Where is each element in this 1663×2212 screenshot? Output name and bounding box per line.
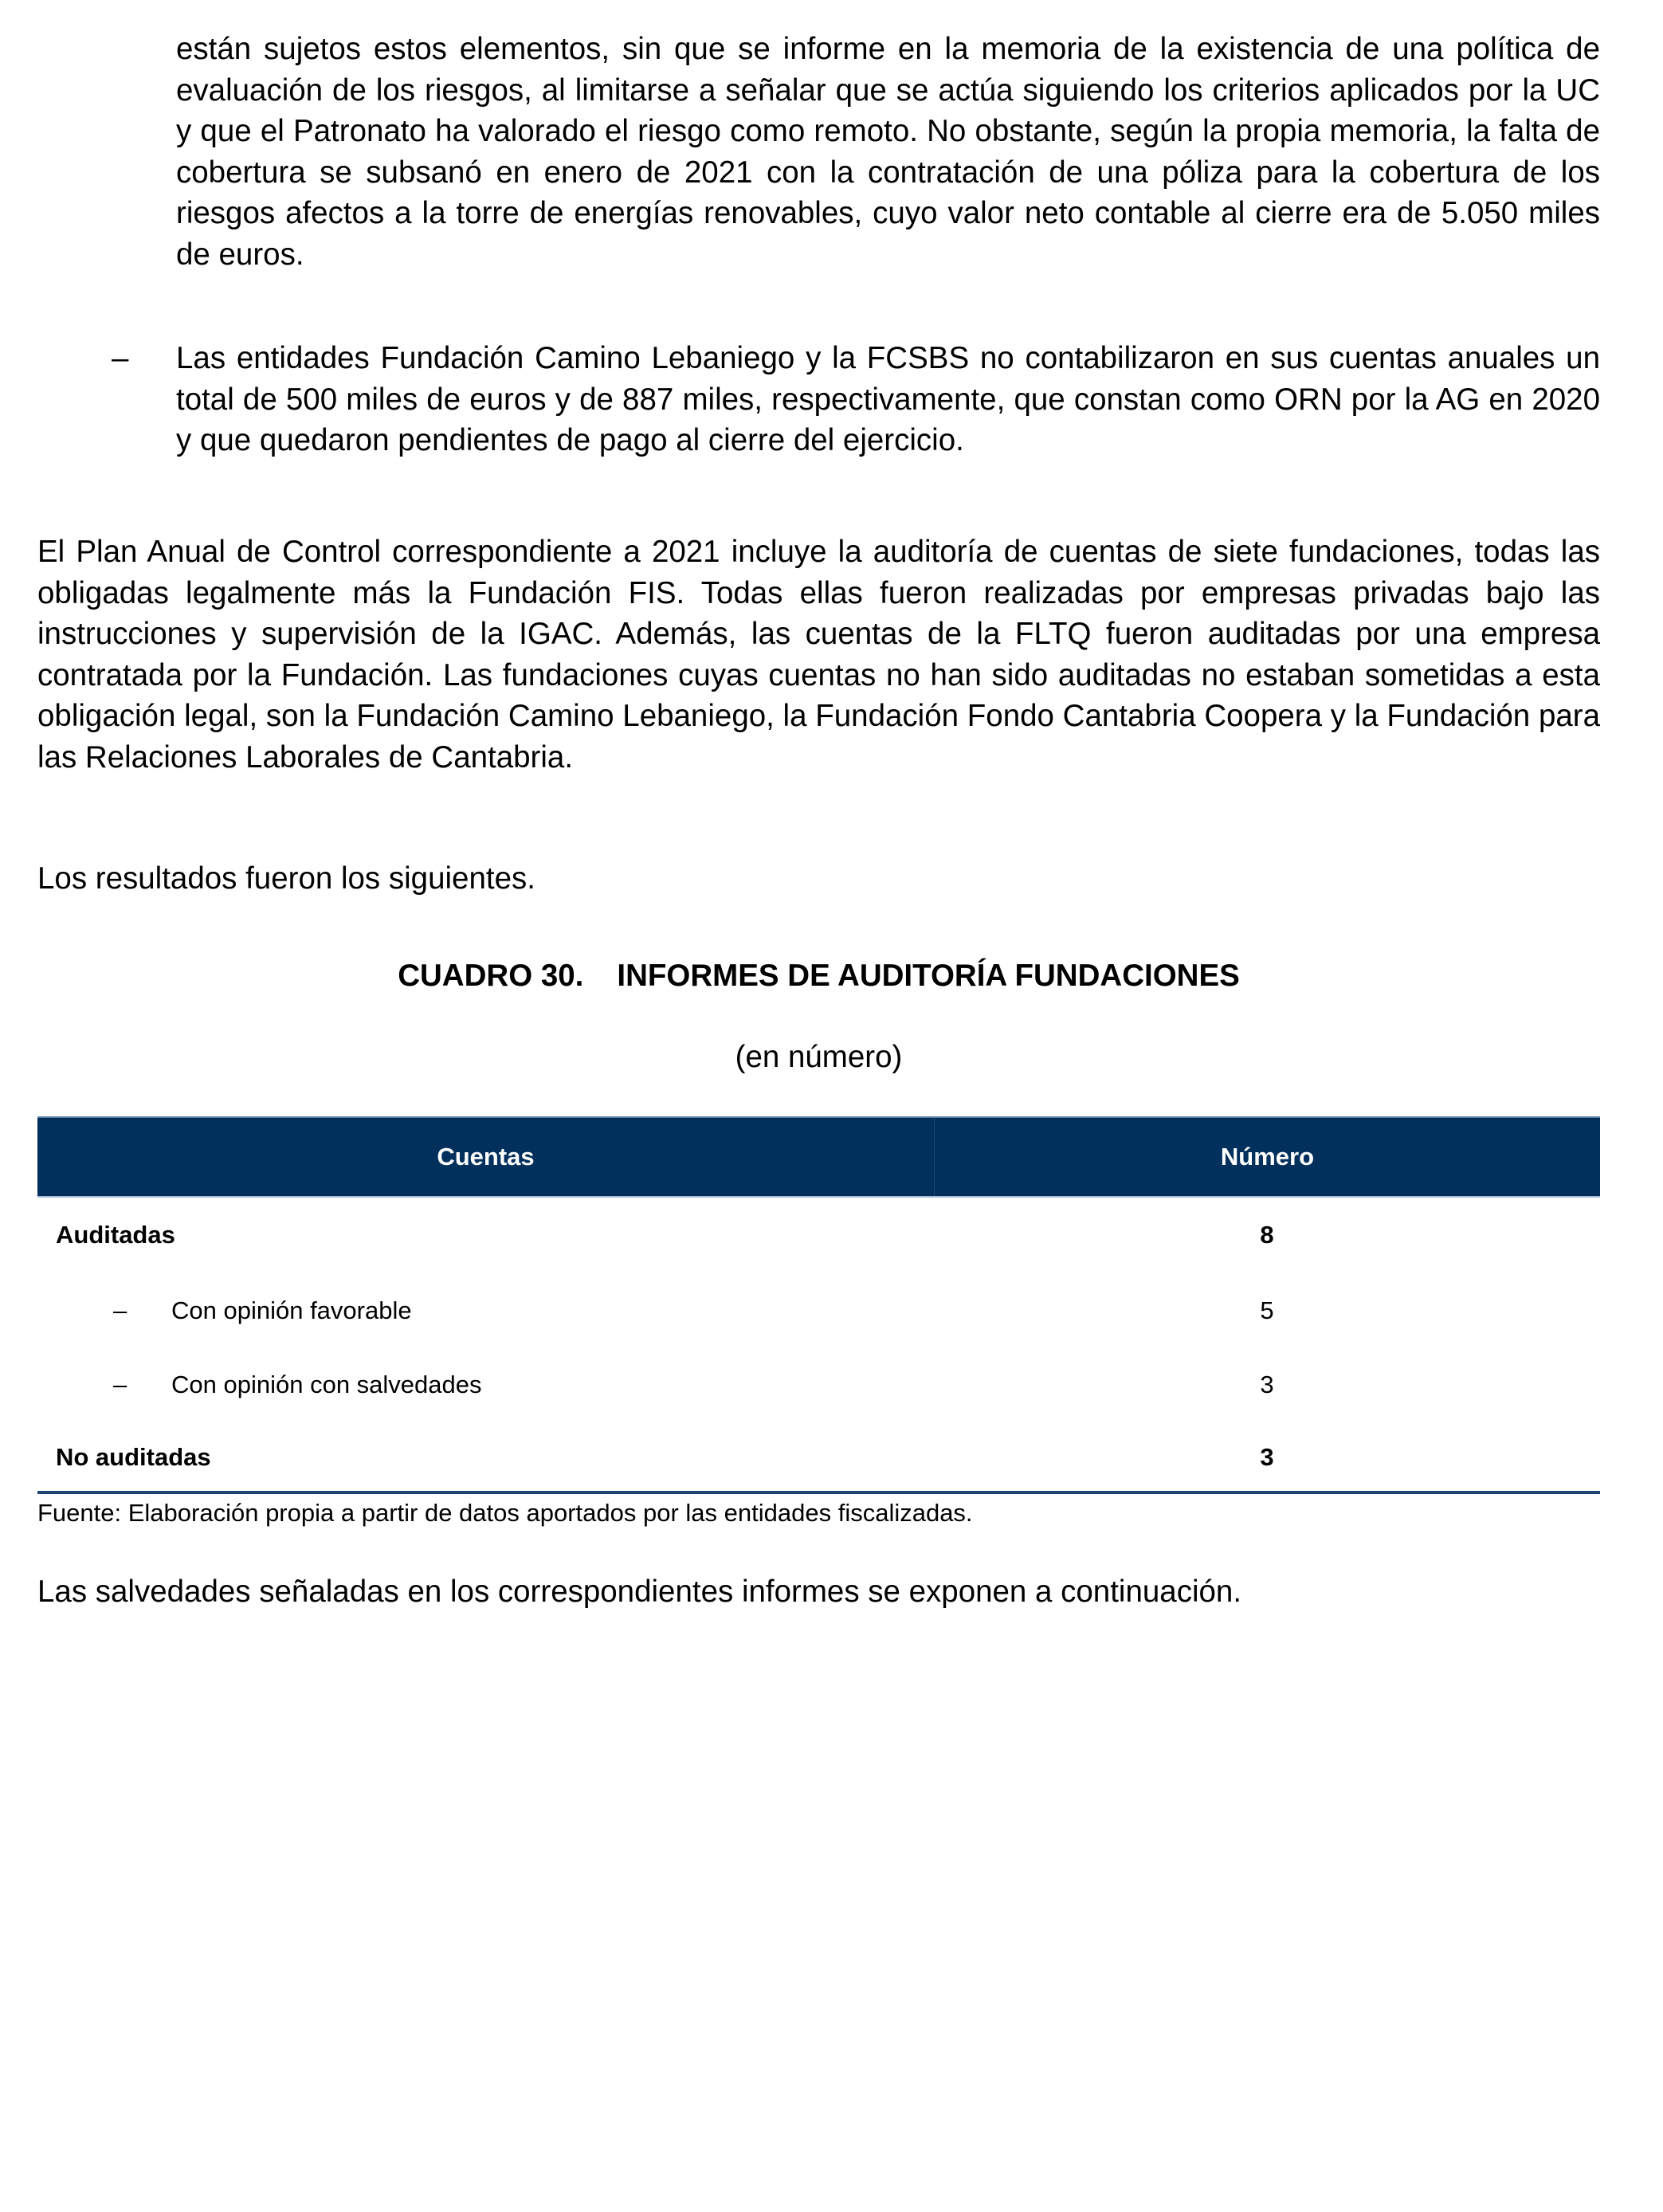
row-label: Con opinión favorable xyxy=(171,1296,412,1324)
table-row xyxy=(37,1291,1600,1331)
table-source-note: Fuente: Elaboración propia a partir de datos aportados por las entidades fiscalizadas. xyxy=(37,1499,973,1527)
table-number: CUADRO 30. xyxy=(398,959,584,993)
audit-reports-table xyxy=(37,1116,1600,1471)
row-value: 3 xyxy=(1260,1443,1274,1471)
table-row xyxy=(37,1437,1600,1477)
table-header xyxy=(37,1116,1600,1198)
table-row xyxy=(37,1365,1600,1405)
paragraph-plan-anual: El Plan Anual de Control correspondiente a 2021 incluye la auditoría de cuentas de siete fundaciones, todas las obligadas legalmente más la Fundación FIS. Todas ellas fueron realizadas por empresas privadas bajo las instrucciones y supervisión de la IGAC. Además, las cuentas de la FLTQ fueron auditadas por una empresa contratada por la Fundación. Las fundaciones cuyas cuentas no han sido auditadas no estaban sometidas a esta obligación legal, son la Fundación Camino Lebaniego, la Fundación Fondo Cantabria Coopera y la Fundación para las Relaciones Laborales de Cantabria. xyxy=(37,535,1600,775)
table-subtitle: (en número) xyxy=(735,1040,903,1074)
paragraph-results-intro: Los resultados fueron los siguientes. xyxy=(37,861,535,896)
row-value: 3 xyxy=(1260,1371,1274,1398)
bullet-dash: – xyxy=(112,341,129,375)
table-bottom-border xyxy=(37,1491,1600,1494)
row-label: Auditadas xyxy=(56,1221,175,1249)
column-header-numero: Número xyxy=(1220,1143,1315,1171)
table-title xyxy=(0,956,1638,996)
table-title-text: INFORMES DE AUDITORÍA FUNDACIONES xyxy=(617,959,1240,993)
row-dash: – xyxy=(113,1296,127,1324)
row-value: 5 xyxy=(1260,1296,1274,1324)
row-dash: – xyxy=(113,1371,127,1398)
bullet-paragraph: Las entidades Fundación Camino Lebaniego y la FCSBS no contabilizaron en sus cuentas anuales un total de 500 miles de euros y de 887 miles, respectivamente, que constan como ORN por la AG en 2020 y que quedaron pendientes de pago al cierre del ejercicio. xyxy=(176,341,1600,458)
paragraph-continuation: están sujetos estos elementos, sin que se informe en la memoria de la existencia de una política de evaluación de los riesgos, al limitarse a señalar que se actúa siguiendo los criterios aplicados por la UC y que el Patronato ha valorado el riesgo como remoto. No obstante, según la propia memoria, la falta de cobertura se subsanó en enero de 2021 con la contratación de una póliza para la cobertura de los riesgos afectos a la torre de energías renovables, cuyo valor neto contable al cierre era de 5.050 miles de euros. xyxy=(176,32,1600,272)
paragraph-final: Las salvedades señaladas en los correspondientes informes se exponen a continuación. xyxy=(37,1575,1242,1609)
row-label: Con opinión con salvedades xyxy=(171,1371,482,1398)
row-value: 8 xyxy=(1260,1221,1274,1249)
column-header-cuentas: Cuentas xyxy=(37,1118,935,1196)
row-label: No auditadas xyxy=(56,1443,211,1471)
table-row xyxy=(37,1215,1600,1255)
